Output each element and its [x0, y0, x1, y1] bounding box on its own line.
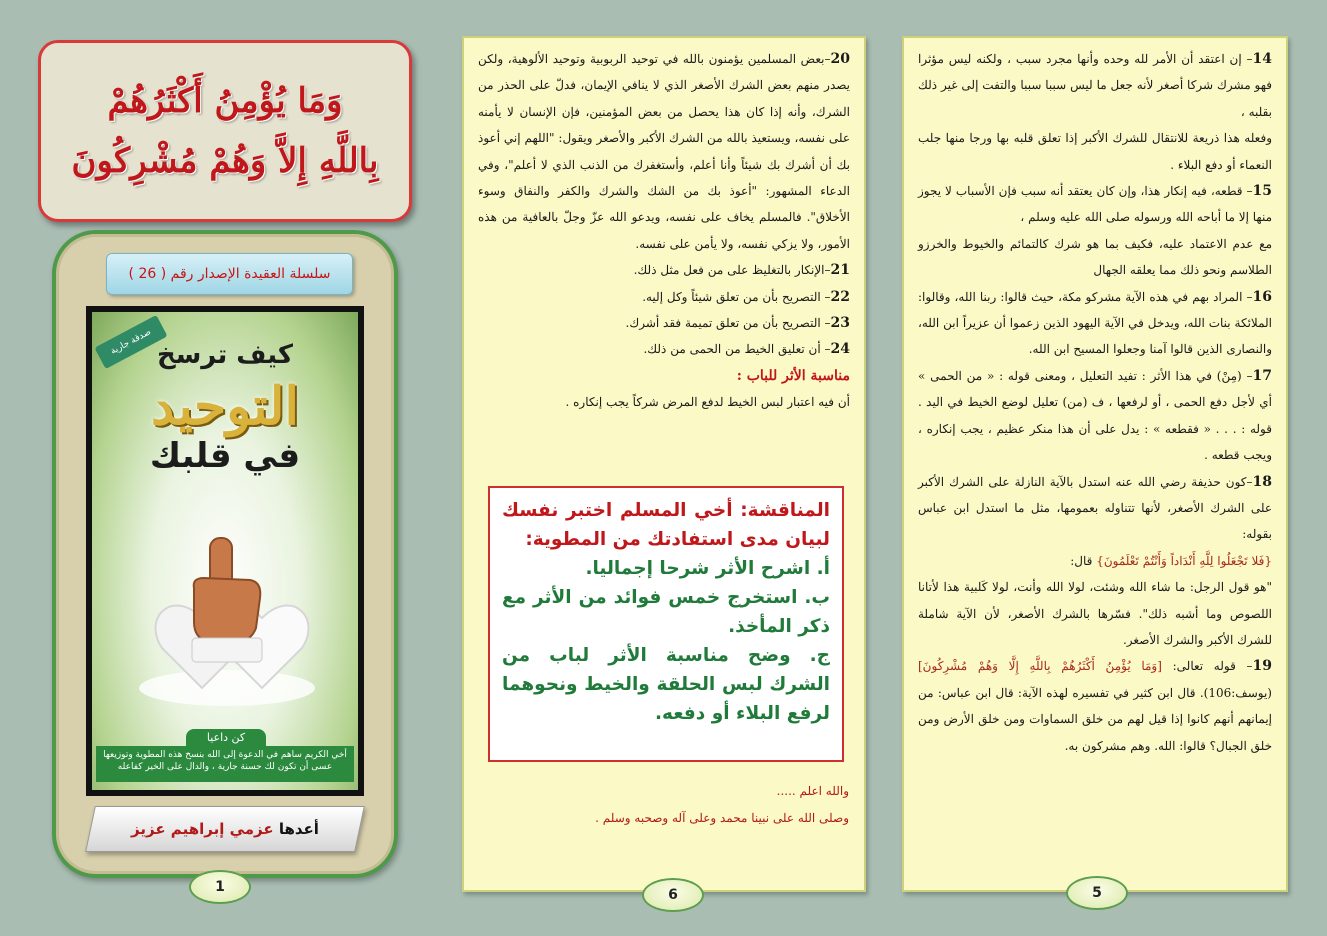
- book-cover-inner: [92, 312, 358, 790]
- author-prefix: أعدها: [278, 820, 319, 838]
- paragraph-18: 18–كون حذيفة رضي الله عنه استدل بالآية النازلة على الشرك الأكبر على الشرك الأصغر، لأنها تتناوله بعمومها، مثل ما استدل ابن عباس بقوله:: [918, 473, 1272, 542]
- paragraph-14-cont: وفعله هذا ذريعة للانتقال للشرك الأكبر إذا تعلق قلبه بها ورجا منها جلب النعماء أو دفع البلاء .: [918, 131, 1272, 172]
- paragraph-24: 24– أن تعليق الخيط من الحمى من ذلك.: [643, 341, 850, 358]
- closing-text: [479, 778, 849, 832]
- discussion-box: [488, 486, 844, 762]
- page-number-1: 1: [189, 870, 251, 904]
- paragraph-17: 17– (مِنْ) في هذا الأثر : تفيد التعليل ، ومعنى قوله : « من الحمى » أي لأجل دفع الحمى ، أو لرفعها ، ف (من) تعليل لوضع الخيط في اليد . قوله : . . . « فقطعه » : يدل على أن هذا منكر عظيم ، يجب إنكاره ، ويجب قطعه .: [918, 367, 1272, 463]
- discussion-item-b: ب. استخرج خمس فوائد من الأثر مع ذكر المأخذ.: [502, 587, 830, 637]
- paragraph-21: 21–الإنكار بالتغليظ على من فعل مثل ذلك.: [633, 262, 850, 279]
- discussion-item-c: ج. وضح مناسبة الأثر لباب من الشرك لبس الحلقة والخيط ونحوهما لرفع البلاء أو دفعه.: [502, 645, 830, 724]
- author-name: عزمي إبراهيم عزيز: [131, 820, 274, 838]
- page-6: [462, 36, 866, 892]
- cover-title-line-1: وَمَا يُؤْمِنُ أَكْثَرُهُمْ: [107, 81, 343, 121]
- section-text: أن فيه اعتبار لبس الخيط لدفع المرض شركاً يجب إنكاره .: [565, 395, 850, 410]
- cover-title-line-2: بِاللَّهِ إِلاَّ وَهُمْ مُشْرِكُونَ: [71, 141, 379, 181]
- author-credit: [90, 806, 360, 852]
- raised-finger-heart-icon: [132, 498, 322, 708]
- paragraph-19: 19– قوله تعالى: [وَمَا يُؤْمِنُ أَكْثَرُهُمْ بِاللَّهِ إِلَّا وَهُمْ مُشْرِكُونَ] (يوسف:106). قال ابن كثير في تفسيره لهذه الآية: قال ابن عباس: من إيمانهم أنهم كانوا إذا قيل لهم من خلق السماوات ومن خلق الأرض ومن خلق الجبال؟ قالوا: الله. وهم مشركون به.: [918, 658, 1272, 753]
- page-6-body: [478, 46, 850, 416]
- paragraph-23: 23– التصريح بأن من تعلق تميمة فقد أشرك.: [625, 315, 850, 332]
- paragraph-14: 14– إن اعتقد أن الأمر لله وحده وأنها مجرد سبب ، ولكنه ليس مؤثرا فهو مشرك شركا أصغر لأنه جعل ما ليس سببا سببا والتفت إلى غير ذلك بقلبه ،: [918, 51, 1272, 119]
- discussion-intro: المناقشة: أخي المسلم اختبر نفسك لبيان مدى استفادتك من المطوية:: [502, 500, 830, 550]
- page-number-5: 5: [1066, 876, 1128, 910]
- section-heading: مناسبة الأثر للباب :: [736, 367, 850, 384]
- book-title-line-1: كيف ترسخ: [157, 340, 293, 370]
- discussion-item-a: أ. اشرح الأثر شرحا إجماليا.: [585, 558, 830, 579]
- series-label: سلسلة العقيدة الإصدار رقم ( 26 ): [106, 253, 353, 295]
- paragraph-22: 22– التصريح بأن من تعلق شيئاً وكل إليه.: [642, 288, 850, 305]
- book-tag: صدقة جارية: [94, 315, 167, 369]
- book-footer-title: كن داعيا: [186, 729, 266, 747]
- paragraph-20: 20–بعض المسلمين يؤمنون بالله في توحيد الربوبية وتوحيد الألوهية، ولكن يصدر منهم بعض الشرك الأصغر الذي لا ينافي الإيمان، فدلّ على الحذر من الشرك، وأنه إذا كان هذا يحصل من بعض المؤمنين، فإن الإنسان لا يأمنه على نفسه، ويستعيذ بالله من الشرك الأكبر والأصغر ويقول: "اللهم إني أعوذ بك أن أشرك بك شيئاً وأنا أعلم، وأستغفرك من الذنب الذي لا أعلم"، وفي الدعاء المشهور: "أعوذ بك من الشك والشرك والكفر والنفاق وسوء الأخلاق". فالمسلم يخاف على نفسه، ويدعو الله عزّ وجلّ بالعافية من هذه الأمور، ولا يزكي نفسه، ولا يأمن على نفسه.: [478, 51, 850, 251]
- book-title-line-3: في قلبك: [149, 436, 301, 476]
- closing-line-1: والله اعلم .....: [776, 784, 849, 798]
- paragraph-18-cont: "هو قول الرجل: ما شاء الله وشئت، لولا الله وأنت، لولا كَلبية هذا لأتانا اللصوص وما أشبه ذلك". فسّرها بالشرك الأصغر، لأن الآية شاملة للشرك الأكبر والشرك الأصغر.: [918, 580, 1272, 647]
- paragraph-18-quran: {فَلا تَجْعَلُوا لِلَّهِ أَنْدَاداً وَأَنْتُمْ تَعْلَمُونَ} قال:: [1070, 553, 1272, 568]
- book-title-line-2: التوحيد: [151, 376, 299, 437]
- cover-title-box: [38, 40, 412, 222]
- paragraph-15: 15– قطعه، فيه إنكار هذا، وإن كان يعتقد أنه سبب فإن الأسباب لا يجوز منها إلا ما أباحه الله ورسوله صلى الله عليه وسلم ،: [918, 183, 1272, 225]
- paragraph-16: 16– المراد بهم في هذه الآية مشركو مكة، حيث قالوا: ربنا الله، وقالوا: الملائكة بنات الله، ويدخل في الآية اليهود الذين زعموا أن عزيراً ابن الله، والنصارى الذين قالوا آمنا وجعلوا المسيح ابن الله.: [918, 288, 1272, 357]
- book-footer-note: أخي الكريم ساهم في الدعوة إلى الله بنسخ هذه المطوية وتوزيعها عسى أن تكون لك حسنة جارية ، والدال على الخير كفاعله: [96, 746, 354, 782]
- closing-line-2: وصلى الله على نبينا محمد وعلى آله وصحبه وسلم .: [595, 811, 849, 825]
- page-5: [902, 36, 1288, 892]
- page-number-6: 6: [642, 878, 704, 912]
- paragraph-15-cont: مع عدم الاعتماد عليه، فكيف بما هو شرك كالتمائم والخيوط والخرزو الطلاسم ونحو ذلك مما يعلقه الجهال: [918, 236, 1272, 278]
- book-cover-image: [86, 306, 364, 796]
- page-5-body: [918, 46, 1272, 759]
